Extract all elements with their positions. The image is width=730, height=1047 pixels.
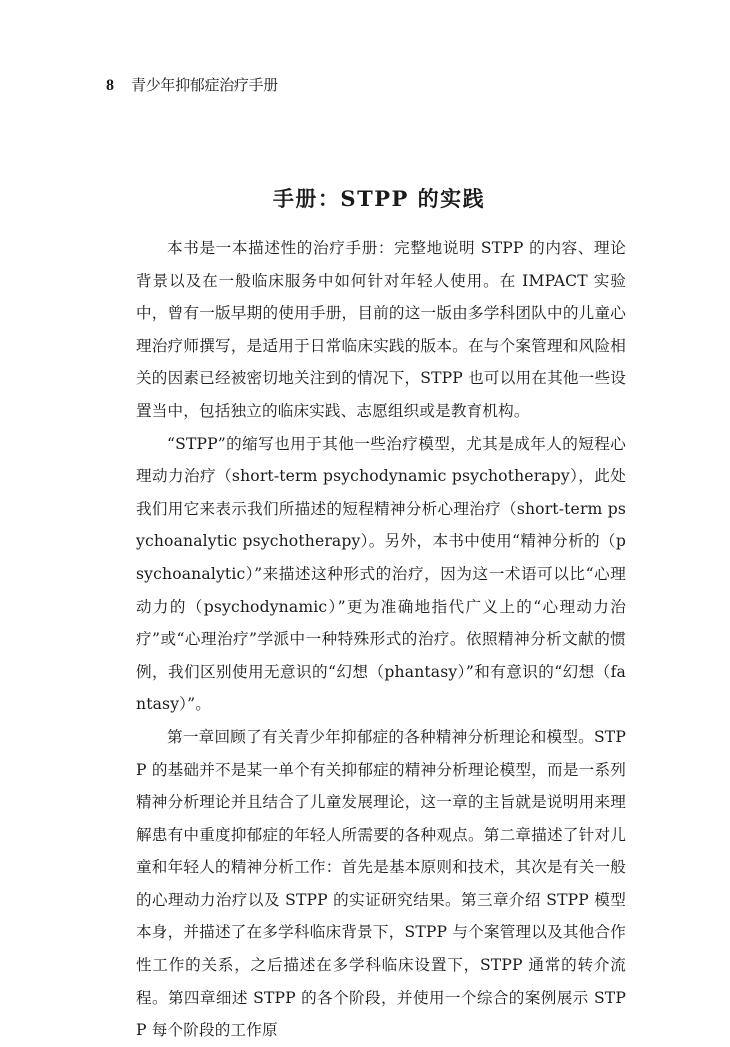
section-title: 手册：STPP 的实践 (272, 186, 486, 211)
page-number: 8 (106, 77, 114, 94)
paragraph-3: 第一章回顾了有关青少年抑郁症的各种精神分析理论和模型。STPP 的基础并不是某一单个有关抑郁症的精神分析理论模型，而是一系列精神分析理论并且结合了儿童发展理论，这一章的主旨就是说明用来理解患有中重度抑郁症的年轻人所需要的各种观点。第二章描述了针对儿童和年轻人的精神分析工作：首先是基本原则和技术，其次是有关一般的心理动力治疗以及 STPP 的实证研究结果。第三章介绍 STPP 模型本身，并描述了在多学科临床背景下，STPP 与个案管理以及其他合作性工作的关系，之后描述在多学科临床设置下，STPP 通常的转介流程。第四章细述 STPP 的各个阶段，并使用一个综合的案例展示 STPP 每个阶段的工作原 (136, 727, 626, 1040)
paragraph-1: 本书是一本描述性的治疗手册：完整地说明 STPP 的内容、理论背景以及在一般临床服务中如何针对年轻人使用。在 IMPACT 实验中，曾有一版早期的使用手册，目前的这一版由多学科团队中的儿童心理治疗师撰写，是适用于日常临床实践的版本。在与个案管理和风险相关的因素已经被密切地关注到的情况下，STPP 也可以用在其他一些设置当中，包括独立的临床实践、志愿组织或是教育机构。 (136, 239, 626, 420)
body-text (136, 232, 626, 1047)
paragraph-2: “STPP”的缩写也用于其他一些治疗模型，尤其是成年人的短程心理动力治疗（short-term psychodynamic psychotherapy），此处我们用它来表示我们所描述的短程精神分析心理治疗（short-term psychoanalytic psychotherapy）。另外，本书中使用“精神分析的（psychoanalytic）”来描述这种形式的治疗，因为这一术语可以比“心理动力的（psychodynamic）”更为准确地指代广义上的“心理动力治疗”或“心理治疗”学派中一种特殊形式的治疗。依照精神分析文献的惯例，我们区别使用无意识的“幻想（phantasy）”和有意识的“幻想（fantasy）”。 (136, 434, 626, 714)
book-title: 青少年抑郁症治疗手册 (131, 76, 279, 94)
running-header (106, 74, 278, 95)
